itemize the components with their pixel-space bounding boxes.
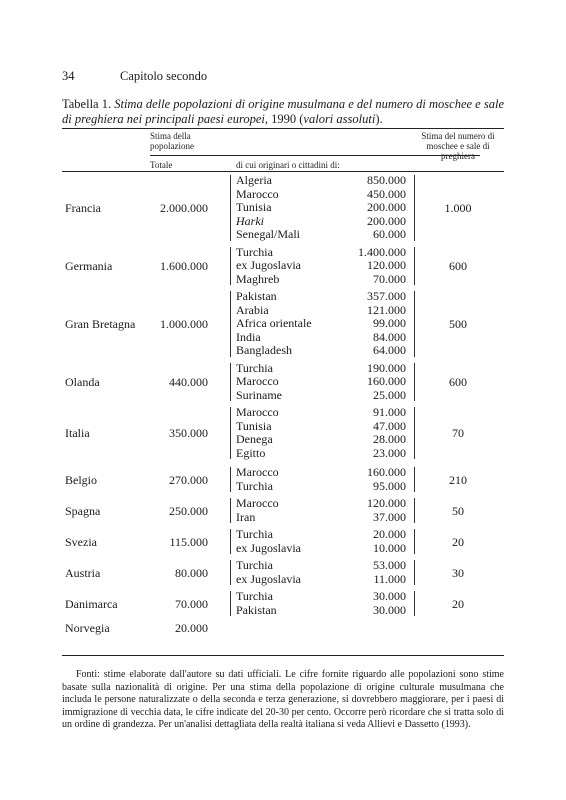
group-bracket-left: [230, 247, 231, 286]
origin-values: [340, 528, 406, 555]
chapter-title: Capitolo secondo: [120, 69, 208, 83]
origin-list: [236, 406, 279, 460]
origin-name: Arabia: [236, 302, 269, 317]
origin-values: [340, 466, 406, 493]
origin-value: 30.000: [373, 602, 406, 617]
origin-name: Iran: [236, 509, 256, 524]
table-bottom-rule: [62, 655, 504, 656]
origin-list: [236, 590, 277, 617]
origin-value: 121.000: [367, 302, 406, 317]
country-name: Belgio: [65, 472, 97, 487]
origin-value: 70.000: [373, 271, 406, 286]
origin-value: 99.000: [373, 316, 406, 330]
origin-list: [236, 497, 279, 524]
header-mosques: Stima del numero di moschee e sale di preghiera: [421, 131, 495, 161]
origin-values: [340, 362, 406, 403]
country-name: Italia: [65, 426, 90, 440]
origin-value: 25.000: [373, 387, 406, 402]
header-total: Totale: [150, 160, 173, 170]
origin-name: Senegal/Mali: [236, 227, 300, 241]
country-name: Francia: [65, 200, 101, 215]
group-bracket-left: [230, 467, 231, 492]
origin-value: 47.000: [373, 418, 406, 433]
group-bracket-left: [230, 560, 231, 585]
origin-value: 120.000: [367, 496, 406, 510]
origin-name: Marocco: [236, 496, 279, 510]
mosque-count: 50: [452, 503, 464, 518]
origin-value: 60.000: [373, 227, 406, 241]
origin-values: [340, 174, 406, 242]
origin-value: 160.000: [367, 465, 406, 479]
origin-values: [340, 290, 406, 358]
origin-value: 10.000: [373, 540, 406, 555]
origin-list: [236, 362, 282, 403]
origin-value: 11.000: [373, 571, 406, 586]
origin-value: 84.000: [373, 329, 406, 344]
country-total: 80.000: [175, 565, 208, 580]
origin-name: Marocco: [236, 374, 279, 388]
origin-value: 37.000: [373, 509, 406, 524]
origin-name: India: [236, 329, 261, 344]
mosque-count: 20: [452, 534, 464, 549]
group-bracket-left: [230, 407, 231, 459]
group-bracket-left: [230, 591, 231, 616]
group-bracket-right: [414, 291, 415, 357]
mosque-count: 1.000: [444, 200, 472, 215]
header-origin: di cui originari o cittadini di:: [236, 160, 340, 170]
origin-name: Denega: [236, 432, 273, 446]
group-bracket-right: [414, 560, 415, 585]
origin-values: [340, 246, 406, 287]
group-bracket-right: [414, 529, 415, 554]
origin-name: Bangladesh: [236, 343, 292, 357]
country-total: 2.000.000: [160, 200, 208, 215]
origin-name: Egitto: [236, 445, 266, 460]
country-total: 350.000: [169, 426, 208, 440]
origin-name: Turchia: [236, 527, 273, 541]
group-bracket-right: [414, 591, 415, 616]
group-bracket-left: [230, 529, 231, 554]
group-bracket-right: [414, 175, 415, 241]
running-header: [62, 69, 208, 84]
caption-end: ).: [375, 112, 383, 126]
origin-value: 120.000: [367, 258, 406, 272]
footnote: Fonti: stime elaborate dall'autore su dati ufficiali. Le cifre fornite riguardo alle popolazioni sono stime basate sulla nazionalità di origine. Per una stima della popolazione di origine culturale musulmana che includa le persone naturalizzate o della seconda e terza generazione, si dovrebbero maggiorare, per i paesi di immigrazione di vecchia data, le cifre indicate del 20-30 per cento. Occorre però ricordare che si tratta solo di un ordine di grandezza. Per un'analisi dettagliata della realtà italiana si veda Allievi e Dassetto (1993).: [62, 669, 504, 730]
origin-name: ex Jugoslavia: [236, 540, 301, 555]
country-name: Svezia: [65, 534, 97, 549]
origin-value: 200.000: [367, 213, 406, 228]
origin-name: Marocco: [236, 405, 279, 419]
country-name: Danimarca: [65, 596, 118, 611]
country-name: Olanda: [65, 374, 100, 389]
origin-value: 64.000: [373, 343, 406, 357]
group-bracket-right: [414, 247, 415, 286]
origin-value: 850.000: [367, 173, 406, 187]
origin-name: Tunisia: [236, 418, 272, 433]
country-total: 1.000.000: [160, 316, 208, 331]
origin-value: 23.000: [373, 445, 406, 460]
origin-name: Pakistan: [236, 289, 277, 303]
origin-name: ex Jugoslavia: [236, 571, 301, 586]
origin-name: Marocco: [236, 465, 279, 479]
country-total: 270.000: [169, 472, 208, 487]
country-name: Germania: [65, 258, 113, 273]
origin-list: [236, 528, 301, 555]
group-bracket-left: [230, 175, 231, 241]
mosque-count: 210: [449, 472, 467, 487]
origin-values: [340, 559, 406, 586]
origin-value: 357.000: [367, 289, 406, 303]
country-name: Norvegia: [65, 620, 110, 635]
origin-list: [236, 466, 279, 493]
origin-name: Harki: [236, 213, 264, 228]
origin-value: 190.000: [367, 360, 406, 375]
origin-values: [340, 497, 406, 524]
table-caption: [62, 97, 504, 127]
origin-value: 30.000: [373, 589, 406, 603]
country-total: 70.000: [175, 596, 208, 611]
country-name: Gran Bretagna: [65, 316, 136, 331]
country-name: Spagna: [65, 503, 101, 518]
origin-value: 91.000: [373, 405, 406, 419]
origin-value: 95.000: [373, 478, 406, 493]
caption-units: valori assoluti: [303, 112, 376, 126]
origin-value: 450.000: [367, 186, 406, 201]
country-name: Austria: [65, 565, 101, 580]
origin-list: [236, 559, 301, 586]
origin-list: [236, 174, 300, 242]
group-bracket-right: [414, 498, 415, 523]
page-number: 34: [62, 69, 75, 83]
origin-value: 28.000: [373, 432, 406, 446]
mosque-count: 30: [452, 565, 464, 580]
caption-label: Tabella 1.: [62, 97, 112, 111]
origin-list: [236, 246, 301, 287]
header-estimate: Stima della popolazione: [150, 131, 194, 151]
origin-name: Suriname: [236, 387, 282, 402]
country-total: 440.000: [169, 374, 208, 389]
group-bracket-left: [230, 363, 231, 402]
origin-name: Maghreb: [236, 271, 280, 286]
group-bracket-right: [414, 407, 415, 459]
origin-value: 53.000: [373, 558, 406, 572]
origin-name: Marocco: [236, 186, 279, 201]
mosque-count: 600: [449, 374, 467, 389]
country-total: 115.000: [169, 534, 208, 549]
origin-name: Algeria: [236, 173, 272, 187]
origin-name: Turchia: [236, 360, 273, 375]
mosque-count: 20: [452, 596, 464, 611]
origin-value: 200.000: [367, 200, 406, 214]
origin-name: Africa orientale: [236, 316, 312, 330]
origin-values: [340, 590, 406, 617]
table-top-rule: [62, 128, 504, 129]
group-bracket-right: [414, 363, 415, 402]
country-total: 20.000: [175, 620, 208, 635]
origin-name: Tunisia: [236, 200, 272, 214]
caption-text: Stima delle popolazioni di origine musulmana e del numero di moschee e sale di preghiera nei principali paesi europei: [62, 97, 504, 126]
country-total: 250.000: [169, 503, 208, 518]
origin-value: 1.400.000: [358, 244, 406, 259]
origin-name: Turchia: [236, 558, 273, 572]
mosque-count: 70: [452, 426, 464, 440]
group-bracket-right: [414, 467, 415, 492]
origin-name: Turchia: [236, 589, 273, 603]
origin-name: Pakistan: [236, 602, 277, 617]
origin-list: [236, 290, 312, 358]
origin-value: 160.000: [367, 374, 406, 388]
mosque-count: 600: [449, 258, 467, 273]
origin-value: 20.000: [373, 527, 406, 541]
country-total: 1.600.000: [160, 258, 208, 273]
origin-values: [340, 406, 406, 460]
origin-name: ex Jugoslavia: [236, 258, 301, 272]
mosque-count: 500: [449, 316, 467, 331]
origin-name: Turchia: [236, 478, 273, 493]
header-bottom-rule: [62, 171, 504, 172]
group-bracket-left: [230, 291, 231, 357]
group-bracket-left: [230, 498, 231, 523]
caption-year: , 1990 (: [264, 112, 304, 126]
origin-name: Turchia: [236, 244, 273, 259]
